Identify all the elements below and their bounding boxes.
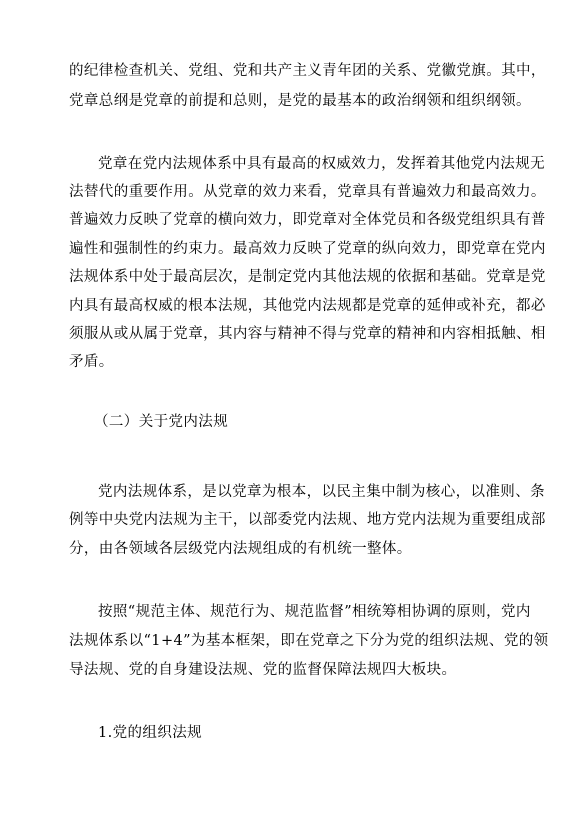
subsection-heading: 1.党的组织法规 xyxy=(98,725,203,741)
paragraph-line: 例等中央党内法规为主干，以部委党内法规、地方党内法规为重要组成部 xyxy=(69,512,546,528)
paragraph-line: 分，由各领域各层级党内法规组成的有机统一整体。 xyxy=(69,541,412,557)
section-heading: （二）关于党内法规 xyxy=(94,414,229,430)
paragraph-line: 遍性和强制性的约束力。最高效力反映了党章的纵向效力，即党章在党内 xyxy=(69,241,546,257)
paragraph-line: 党内法规体系，是以党章为根本，以民主集中制为核心，以准则、条 xyxy=(98,484,545,500)
paragraph-line: 的纪律检查机关、党组、党和共产主义青年团的关系、党徽党旗。其中， xyxy=(69,63,546,79)
paragraph-line: 党章在党内法规体系中具有最高的权威效力，发挥着其他党内法规无 xyxy=(98,156,545,172)
paragraph-line: 内具有最高权威的根本法规，其他党内法规都是党章的延伸或补充，都必 xyxy=(69,298,546,314)
paragraph-line: 法替代的重要作用。从党章的效力来看，党章具有普遍效力和最高效力。 xyxy=(69,184,546,200)
paragraph-line: 按照“规范主体、规范行为、规范监督”相统筹相协调的原则，党内 xyxy=(98,604,531,620)
paragraph-line: 法规体系中处于最高层次，是制定党内其他法规的依据和基础。党章是党 xyxy=(69,269,546,285)
paragraph-line: 党章总纲是党章的前提和总则，是党的最基本的政治纲领和组织纲领。 xyxy=(69,93,531,109)
paragraph-line: 须服从或从属于党章，其内容与精神不得与党章的精神和内容相抵触、相 xyxy=(69,326,546,342)
paragraph-line: 导法规、党的自身建设法规、党的监督保障法规四大板块。 xyxy=(69,662,457,678)
paragraph-line: 法规体系以“1+4”为基本框架，即在党章之下分为党的组织法规、党的领 xyxy=(69,633,549,649)
paragraph-line: 矛盾。 xyxy=(69,354,114,370)
paragraph-line: 普遍效力反映了党章的横向效力，即党章对全体党员和各级党组织具有普 xyxy=(69,212,546,228)
